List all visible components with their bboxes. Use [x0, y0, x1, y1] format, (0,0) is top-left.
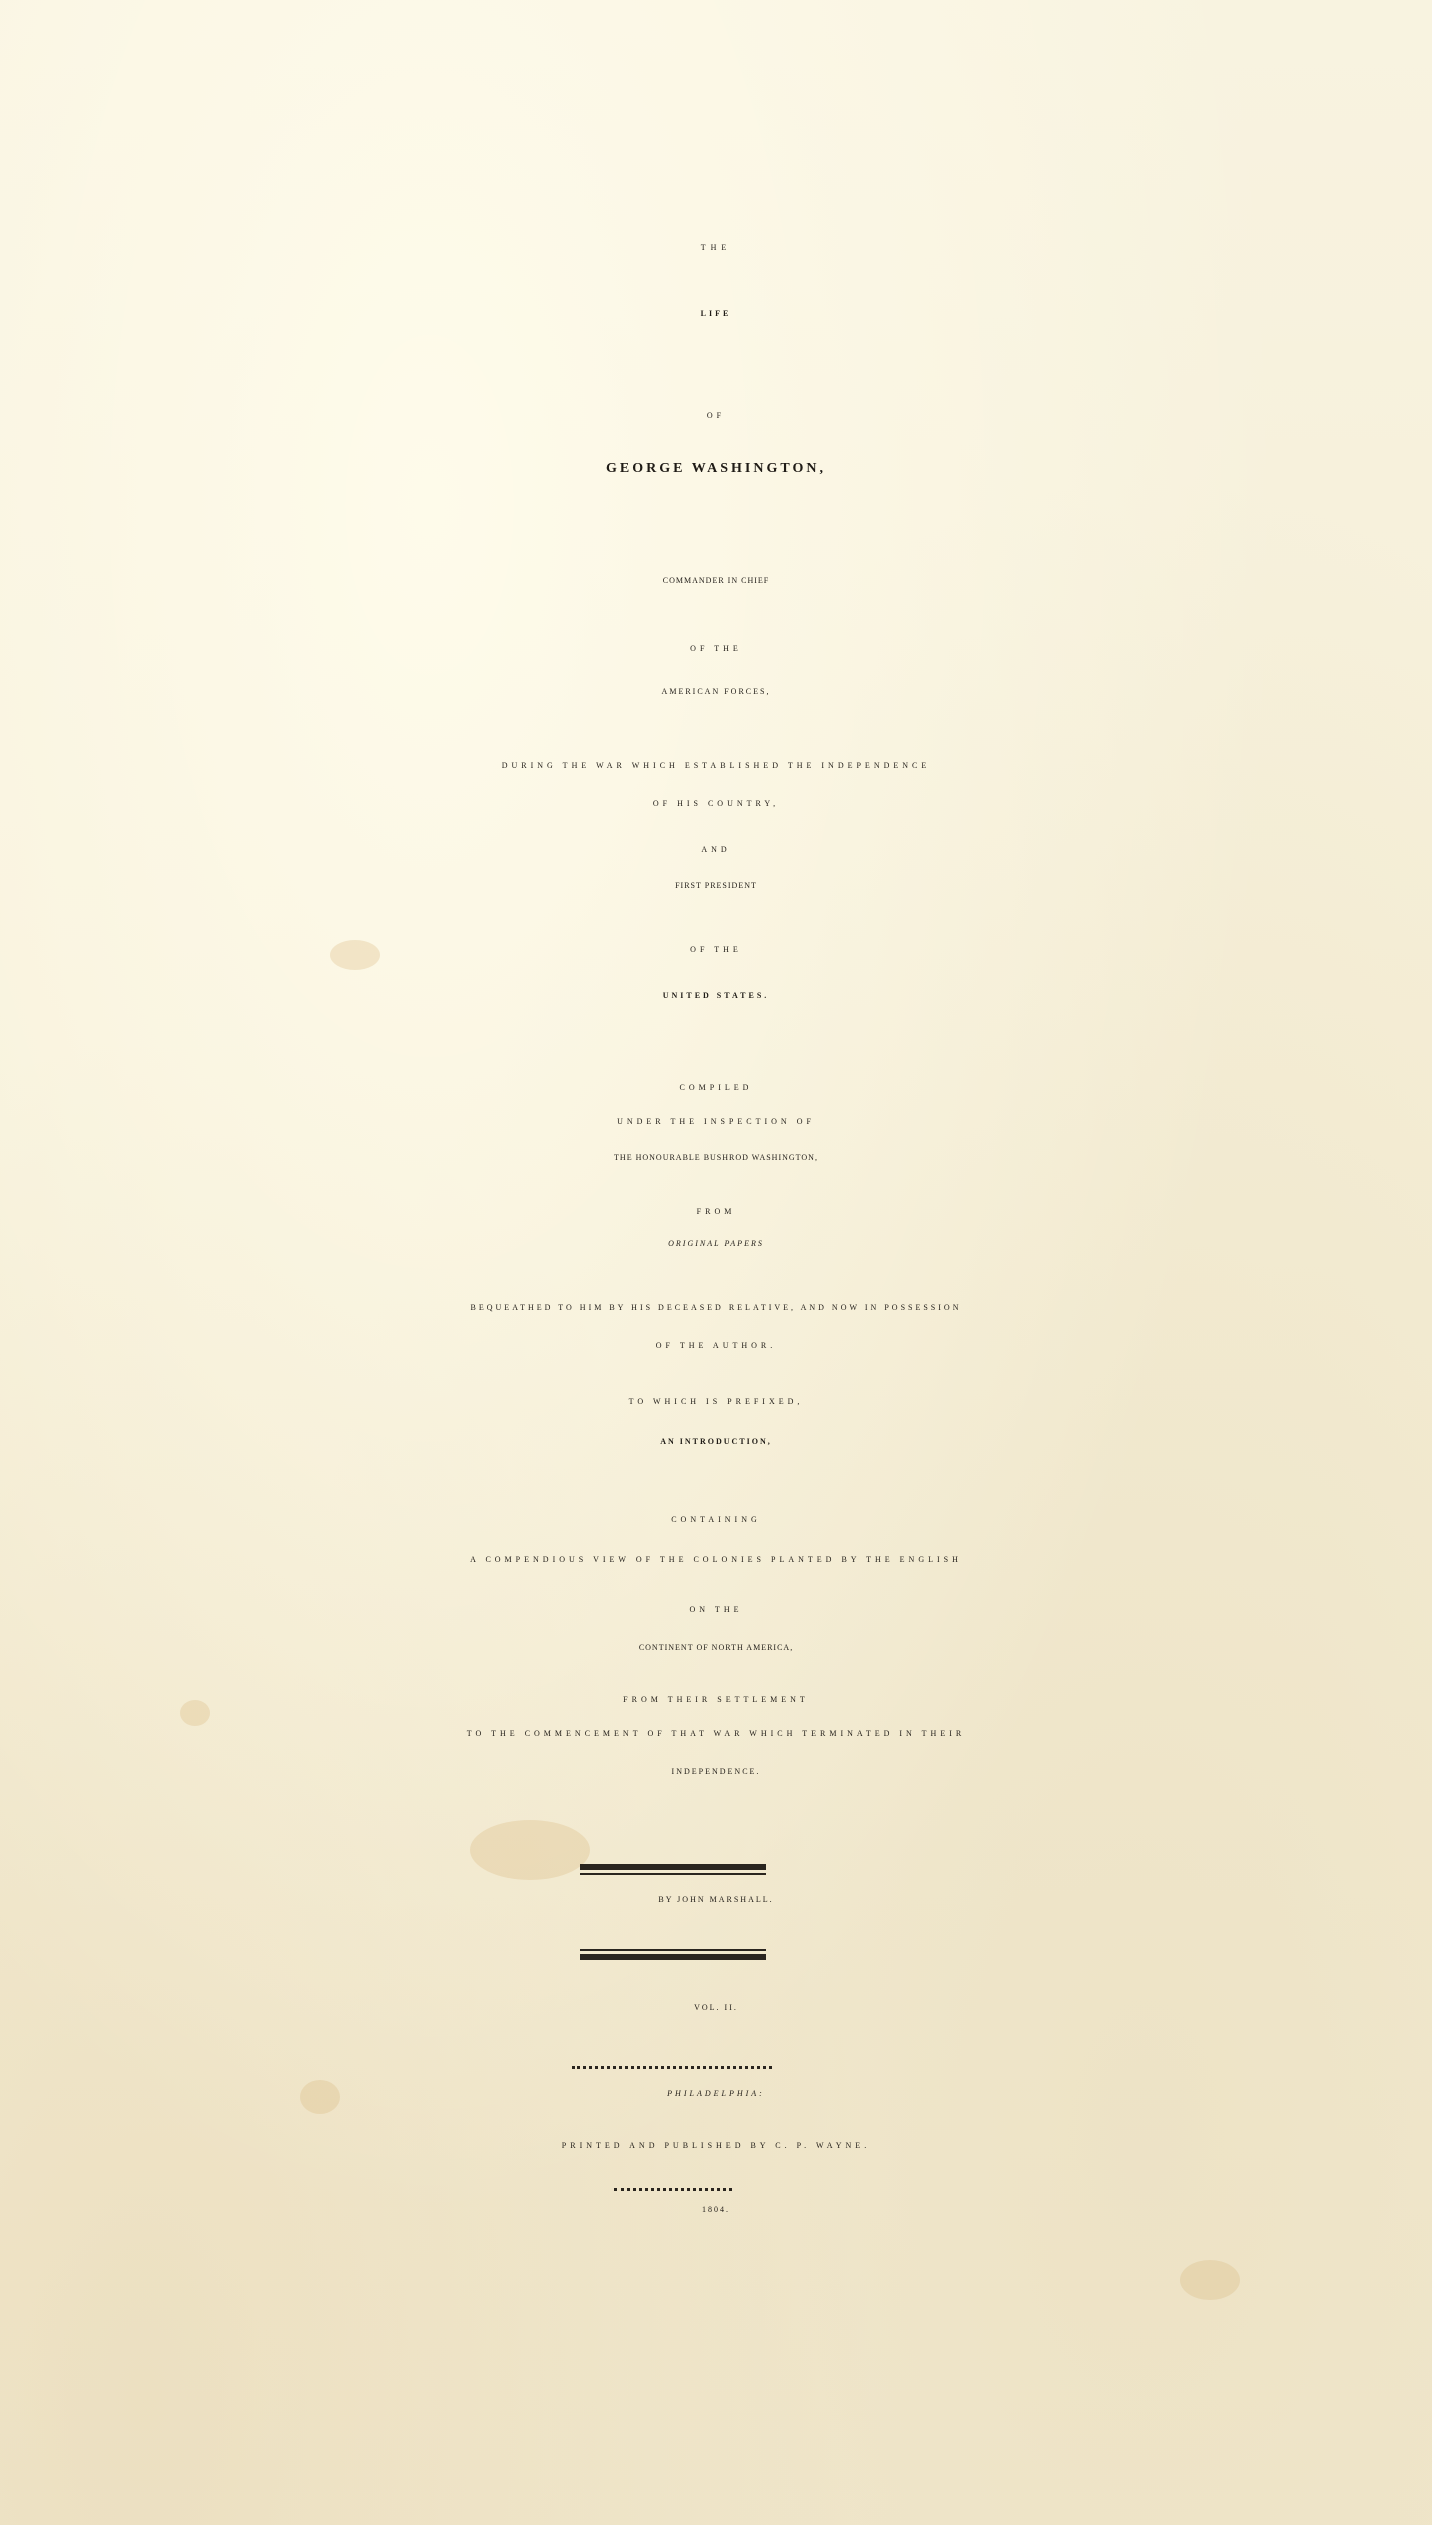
rule-thin	[580, 1873, 766, 1875]
compendious-line: A COMPENDIOUS VIEW OF THE COLONIES PLANTED BY THE ENGLISH	[470, 1555, 962, 1564]
title-subject: GEORGE WASHINGTON,	[606, 461, 826, 476]
subtitle-country: OF HIS COUNTRY,	[652, 799, 780, 808]
subtitle-united-states: UNITED STATES.	[662, 991, 770, 1000]
compiled-line: COMPILED	[679, 1083, 753, 1092]
rule-thick	[580, 1954, 766, 1960]
foxing-spot	[330, 940, 380, 970]
subtitle-of-the: OF THE	[690, 644, 742, 653]
independence-line: INDEPENDENCE.	[671, 1767, 761, 1776]
title-life: LIFE	[700, 309, 732, 318]
subtitle-of-the-2: OF THE	[690, 945, 742, 954]
prefixed-line: TO WHICH IS PREFIXED,	[628, 1397, 804, 1406]
title-of: OF	[706, 411, 726, 420]
subtitle-commander: COMMANDER IN CHIEF	[662, 576, 770, 585]
title-the: THE	[700, 243, 732, 252]
dotted-rule	[572, 2066, 772, 2069]
under-inspection-line: UNDER THE INSPECTION OF	[617, 1117, 815, 1126]
on-the-line: ON THE	[689, 1605, 743, 1614]
settlement-line: FROM THEIR SETTLEMENT	[623, 1695, 809, 1704]
commencement-line: TO THE COMMENCEMENT OF THAT WAR WHICH TERMINATED IN THEIR	[466, 1729, 966, 1738]
rule-thick	[580, 1864, 766, 1870]
inspector-name: THE HONOURABLE BUSHROD WASHINGTON,	[614, 1153, 818, 1162]
rule-thin	[580, 1949, 766, 1951]
author-line: BY JOHN MARSHALL.	[658, 1895, 774, 1904]
dotted-rule	[614, 2188, 732, 2191]
original-papers-line: ORIGINAL PAPERS	[668, 1239, 764, 1248]
subtitle-and: AND	[701, 845, 731, 854]
introduction-heading: AN INTRODUCTION,	[660, 1437, 772, 1446]
subtitle-first-president: FIRST PRESIDENT	[675, 881, 757, 890]
subtitle-american-forces: AMERICAN FORCES,	[661, 687, 771, 696]
continent-line: CONTINENT OF NORTH AMERICA,	[638, 1643, 794, 1652]
imprint-printer: PRINTED AND PUBLISHED BY C. P. WAYNE.	[561, 2141, 871, 2150]
double-rule-top	[580, 1864, 766, 1878]
subtitle-during: DURING THE WAR WHICH ESTABLISHED THE INDEPENDENCE	[501, 761, 931, 770]
of-the-author-line: OF THE AUTHOR.	[655, 1341, 777, 1350]
from-line: FROM	[696, 1207, 736, 1216]
foxing-spot	[470, 1820, 590, 1880]
double-rule-bottom	[580, 1946, 766, 1960]
bequeathed-line: BEQUEATHED TO HIM BY HIS DECEASED RELATIVE, AND NOW IN POSSESSION	[470, 1303, 962, 1312]
imprint-year: 1804.	[702, 2205, 730, 2214]
imprint-place: PHILADELPHIA:	[667, 2089, 765, 2098]
volume-number: VOL. II.	[694, 2003, 738, 2012]
foxing-spot	[1180, 2260, 1240, 2300]
containing-line: CONTAINING	[671, 1515, 761, 1524]
